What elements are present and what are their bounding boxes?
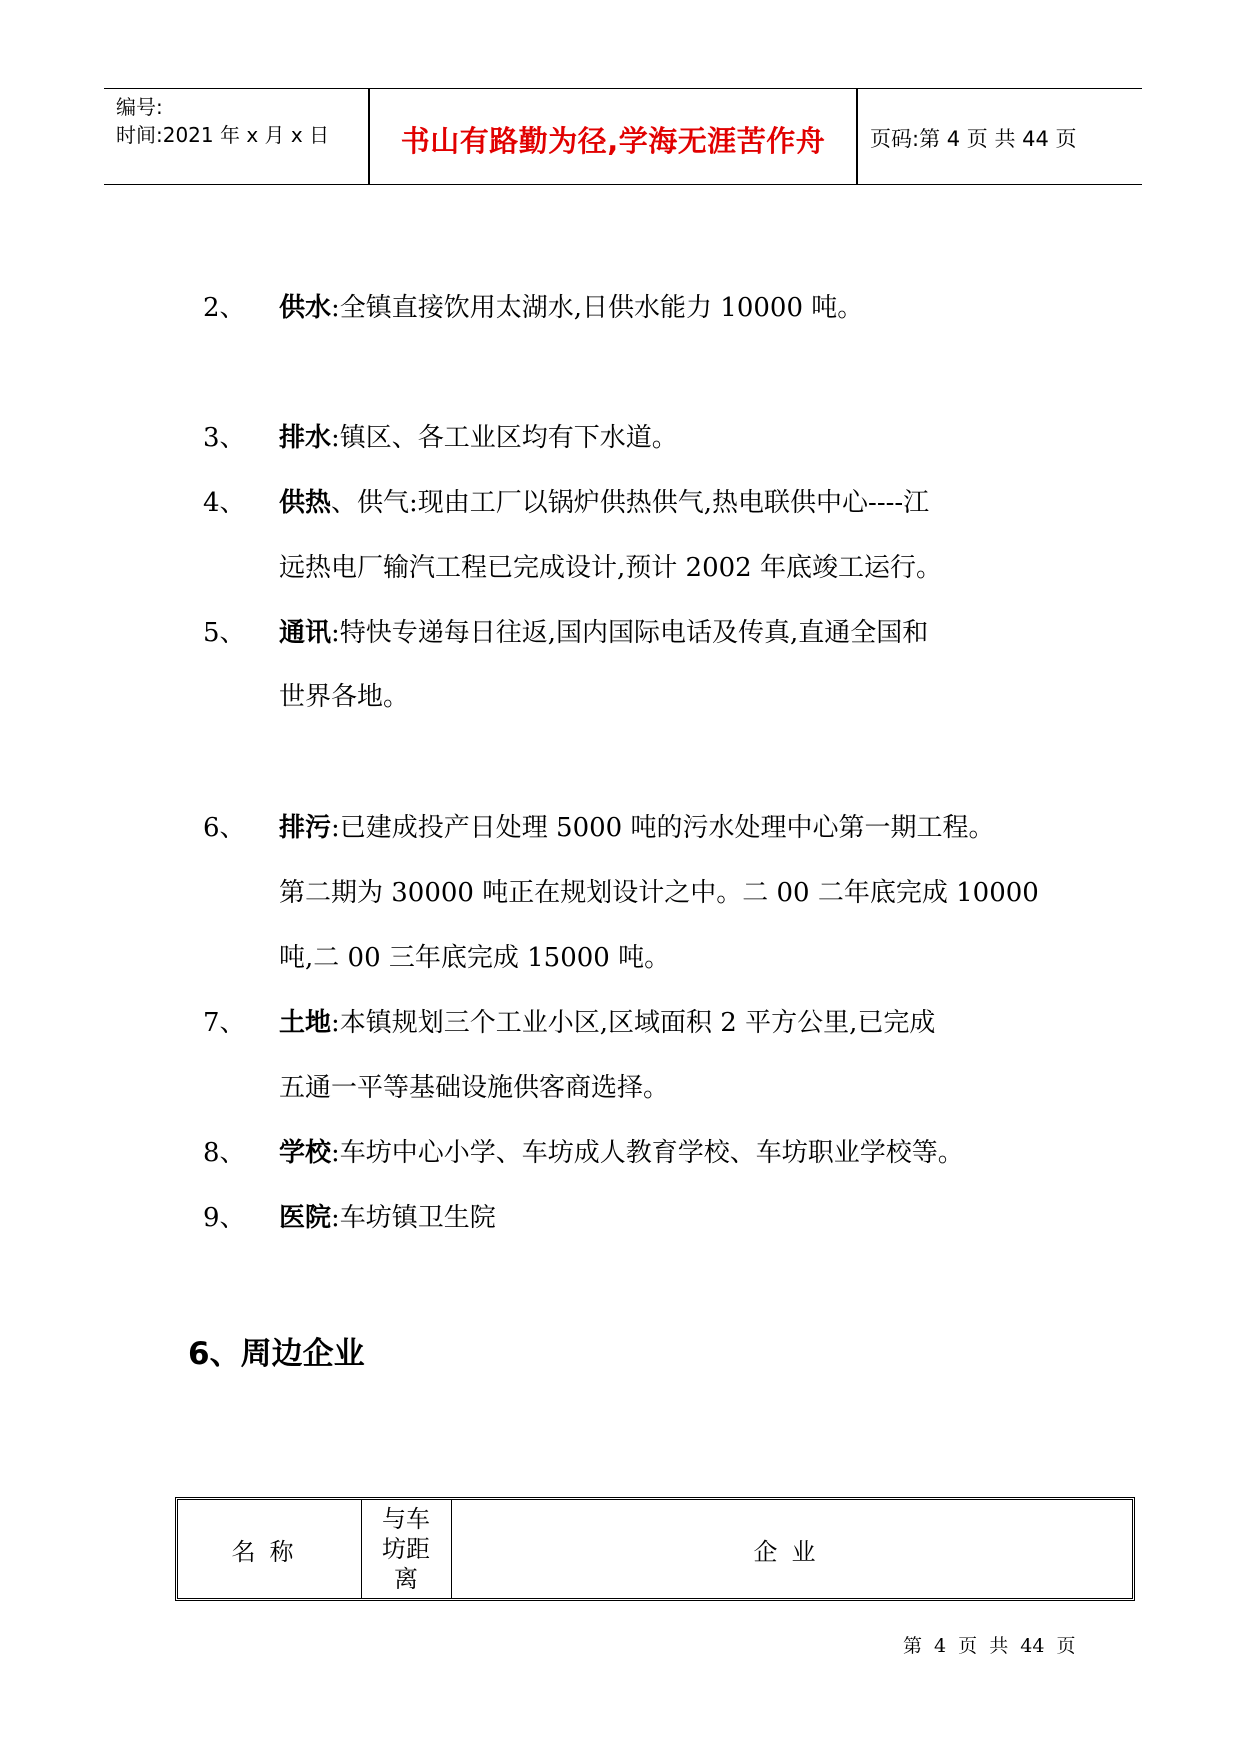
list-item	[203, 1008, 935, 1038]
item-text: :已建成投产日处理 5000 吨的污水处理中心第一期工程。	[331, 813, 995, 843]
page-header	[104, 88, 1142, 185]
doc-number-label: 编号:	[116, 95, 163, 119]
item-continuation: 五通一平等基础设施供客商选择。	[279, 1073, 670, 1103]
item-number: 6、	[203, 813, 246, 843]
item-number: 7、	[203, 1008, 246, 1038]
item-continuation: 世界各地。	[279, 682, 410, 712]
table-header-distance	[361, 1500, 452, 1598]
table-header-enterprise: 企业	[753, 1537, 830, 1566]
list-item	[203, 1203, 496, 1233]
item-number: 4、	[203, 488, 246, 518]
item-number: 8、	[203, 1138, 246, 1168]
section-title: 6、周边企业	[188, 1336, 365, 1372]
item-text: :本镇规划三个工业小区,区域面积 2 平方公里,已完成	[331, 1008, 936, 1038]
table-header-distance-line: 坊距	[382, 1535, 430, 1563]
list-item	[203, 488, 929, 518]
page-footer: 第 4 页 共 44 页	[903, 1635, 1076, 1657]
table-header-distance-line: 离	[394, 1565, 418, 1593]
header-divider	[856, 89, 858, 184]
table-header-distance-line: 与车	[382, 1505, 430, 1533]
item-number: 5、	[203, 618, 246, 648]
item-number: 2、	[203, 293, 246, 323]
list-item	[203, 1138, 964, 1168]
list-item	[203, 293, 863, 323]
item-title: 医院	[279, 1203, 332, 1233]
item-title: 土地	[279, 1008, 332, 1038]
item-text: :车坊中心小学、车坊成人教育学校、车坊职业学校等。	[331, 1138, 964, 1168]
list-item	[203, 813, 994, 843]
list-item	[203, 423, 678, 453]
item-text: :镇区、各工业区均有下水道。	[331, 423, 678, 453]
doc-time-label: 时间:2021 年 x 月 x 日	[116, 123, 330, 147]
item-text: :特快专递每日往返,国内国际电话及传真,直通全国和	[331, 618, 929, 648]
item-number: 9、	[203, 1203, 246, 1233]
item-title: 学校	[279, 1138, 332, 1168]
item-number: 3、	[203, 423, 246, 453]
item-title: 通讯	[279, 618, 332, 648]
item-continuation: 远热电厂输汽工程已完成设计,预计 2002 年底竣工运行。	[279, 553, 942, 583]
header-page-label: 页码:第 4 页 共 44 页	[870, 127, 1077, 151]
list-item	[203, 618, 928, 648]
enterprise-table	[175, 1497, 1135, 1601]
item-continuation: 吨,二 00 三年底完成 15000 吨。	[279, 943, 671, 973]
item-continuation: 第二期为 30000 吨正在规划设计之中。二 00 二年底完成 10000	[279, 878, 1039, 908]
item-text: :全镇直接饮用太湖水,日供水能力 10000 吨。	[331, 293, 864, 323]
header-meta	[116, 93, 329, 149]
item-text: :车坊镇卫生院	[331, 1203, 496, 1233]
header-motto: 书山有路勤为径,学海无涯苦作舟	[400, 124, 826, 158]
item-title: 排水	[279, 423, 332, 453]
table-header-name: 名称	[178, 1500, 362, 1598]
item-text: 、供气:现由工厂以锅炉供热供气,热电联供中心----江	[331, 488, 930, 518]
item-title: 供热	[279, 488, 332, 518]
item-title: 供水	[279, 293, 332, 323]
item-title: 排污	[279, 813, 332, 843]
